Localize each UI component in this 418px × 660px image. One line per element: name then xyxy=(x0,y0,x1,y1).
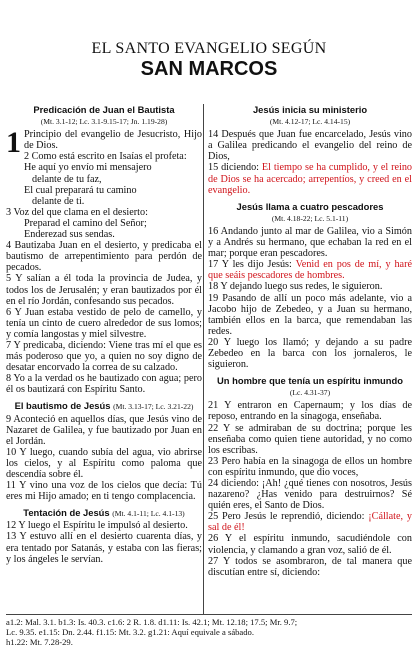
verse-4: 4 Bautizaba Juan en el desierto, y predicaba el bautismo de arrepentimiento para perdón de pecados. xyxy=(6,240,202,274)
verse-text: 15 diciendo: xyxy=(208,162,259,174)
footnotes xyxy=(6,617,412,648)
verse-11: 11 Y vino una voz de los cielos que decía: Tú eres mi Hijo amado; en ti tengo complacencia. xyxy=(6,480,202,503)
column-divider xyxy=(203,104,204,614)
verse-23: 23 Pero había en la sinagoga de ellos un hombre con espíritu inmundo, que dio voces, xyxy=(208,455,412,478)
right-column xyxy=(208,104,412,578)
chapter-number: 1 xyxy=(6,126,21,160)
verse-text: Principio del evangelio de Jesucristo, Hijo de Dios. xyxy=(24,129,202,152)
verse-18: 18 Y dejando luego sus redes, le siguieron. xyxy=(208,281,383,293)
verse-text: 25 Pero Jesús le reprendió, diciendo: xyxy=(208,511,365,523)
section-heading xyxy=(6,507,202,519)
section-heading xyxy=(6,400,202,412)
footnote-rule xyxy=(6,614,412,615)
section-reference: (Mt. 4.18-22; Lc. 5.1-11) xyxy=(271,213,349,223)
section-heading: Jesús inicia su ministerio xyxy=(252,104,368,115)
words-of-jesus: ¡Cállate, y sal de él! xyxy=(208,511,412,534)
section-heading: Predicación de Juan el Bautista xyxy=(33,104,175,115)
book-title-line2: SAN MARCOS xyxy=(140,58,278,80)
section-heading: Un hombre que tenía un espíritu inmundo xyxy=(217,375,403,387)
verse-24: 24 diciendo: ¡Ah! ¿qué tienes con nosotros, Jesús nazareno? ¿Has venido para destruirnos? Sé quién eres, el Santo de Dios. xyxy=(208,478,412,512)
verse-21: 21 Y entraron en Capernaum; y los días de reposo, entrando en la sinagoga, enseñaba. xyxy=(208,400,412,423)
quote-line: He aquí yo envío mi mensajero xyxy=(24,162,152,174)
quote-line: delante de ti. xyxy=(32,195,85,207)
verse-text: 17 Y les dijo Jesús: xyxy=(208,259,292,271)
quote-line: Preparad el camino del Señor; xyxy=(24,217,147,229)
verse-22: 22 Y se admiraban de su doctrina; porque les enseñaba como quien tiene autoridad, y no como los escribas. xyxy=(208,422,412,456)
words-of-jesus: Venid en pos de mí, y haré que seáis pescadores de hombres. xyxy=(208,259,412,282)
footnote-line: h1.22: Mt. 7.28-29. xyxy=(6,637,73,648)
verse-19: 19 Pasando de allí un poco más adelante, vio a Jacobo hijo de Zebedeo, y a Juan su hermano, también ellos en la barca, que remendaban las redes. xyxy=(208,292,412,337)
verse-5: 5 Y salían a él toda la provincia de Judea, y todos los de Jerusalén; y eran bautizados por él en el río Jordán, confesando sus pecados. xyxy=(6,273,202,307)
section-reference: (Mt. 3.13-17; Lc. 3.21-22) xyxy=(113,402,194,412)
quote-line: delante de tu faz, xyxy=(32,173,102,185)
section-reference: (Mt. 4.1-11; Lc. 4.1-13) xyxy=(112,509,185,519)
left-column xyxy=(6,104,202,565)
verse-8: 8 Yo a la verdad os he bautizado con agua; pero él os bautizará con Espíritu Santo. xyxy=(6,373,202,396)
footnote-line: Lc. 9.35. e1.15: Dn. 2.44. f1.15: Mt. 3.2. g1.21: Aquí equivale a sábado. xyxy=(6,627,254,638)
verse-13: 13 Y estuvo allí en el desierto cuarenta días, y era tentado por Satanás, y estaba con las fieras; y los ángeles le servían. xyxy=(6,531,202,565)
verse-14: 14 Después que Juan fue encarcelado, Jesús vino a Galilea predicando el evangelio del reino de Dios, xyxy=(208,129,412,163)
verse-27: 27 Y todos se asombraron, de tal manera que discutían entre sí, diciendo: xyxy=(208,555,412,578)
section-heading: Jesús llama a cuatro pescadores xyxy=(236,200,384,212)
verse-12: 12 Y luego el Espíritu le impulsó al desierto. xyxy=(6,520,188,532)
verse-3: 3 Voz del que clama en el desierto: xyxy=(6,206,148,218)
quote-line: Enderezad sus sendas. xyxy=(24,229,115,241)
verse-7: 7 Y predicaba, diciendo: Viene tras mí el que es más poderoso que yo, a quien no soy digno de desatar encorvado la correa de su calzado. xyxy=(6,339,202,374)
verse-26: 26 Y el espíritu inmundo, sacudiéndole con violencia, y clamando a gran voz, salió de él. xyxy=(208,533,412,556)
verse-17 xyxy=(208,259,412,281)
verse-25 xyxy=(208,511,412,533)
footnote-line: a1.2: Mal. 3.1. b1.3: Is. 40.3. c1.6: 2 R. 1.8. d1.11: Is. 42.1; Mt. 12.18; 17.5; Mr. 9.7; xyxy=(6,617,298,627)
section-reference: (Mt. 3.1-12; Lc. 3.1-9.15-17; Jn. 1.19-28) xyxy=(40,117,168,127)
verse-10: 10 Y luego, cuando subía del agua, vio abrirse los cielos, y al Espíritu como paloma que descendía sobre él. xyxy=(6,446,202,480)
verse-6: 6 Y Juan estaba vestido de pelo de camello, y tenía un cinto de cuero alrededor de sus lomos; y comía langostas y miel silvestre. xyxy=(6,306,202,340)
quote-line: El cual preparará tu camino xyxy=(24,184,137,196)
section-title: Tentación de Jesús xyxy=(23,507,110,519)
section-reference: (Mt. 4.12-17; Lc. 4.14-15) xyxy=(269,117,351,127)
words-of-jesus: El tiempo se ha cumplido, y el reino de Dios se ha acercado; arrepentíos, y creed en el evangelio. xyxy=(208,162,413,196)
verse-2: 2 Como está escrito en Isaías el profeta: xyxy=(24,151,187,163)
book-title-line1: EL SANTO EVANGELIO SEGÚN xyxy=(91,40,327,57)
verse-15 xyxy=(208,162,412,195)
section-title: El bautismo de Jesús xyxy=(14,400,111,412)
verse-20: 20 Y luego los llamó; y dejando a su padre Zebedeo en la barca con los jornaleros, le siguieron. xyxy=(208,336,412,371)
section-reference: (Lc. 4.31-37) xyxy=(289,388,331,398)
verse-16: 16 Andando junto al mar de Galilea, vio a Simón y a Andrés su hermano, que echaban la red en el mar; porque eran pescadores. xyxy=(208,225,412,260)
verse-9: 9 Aconteció en aquellos días, que Jesús vino de Nazaret de Galilea, y fue bautizado por Juan en el Jordán. xyxy=(6,413,202,447)
